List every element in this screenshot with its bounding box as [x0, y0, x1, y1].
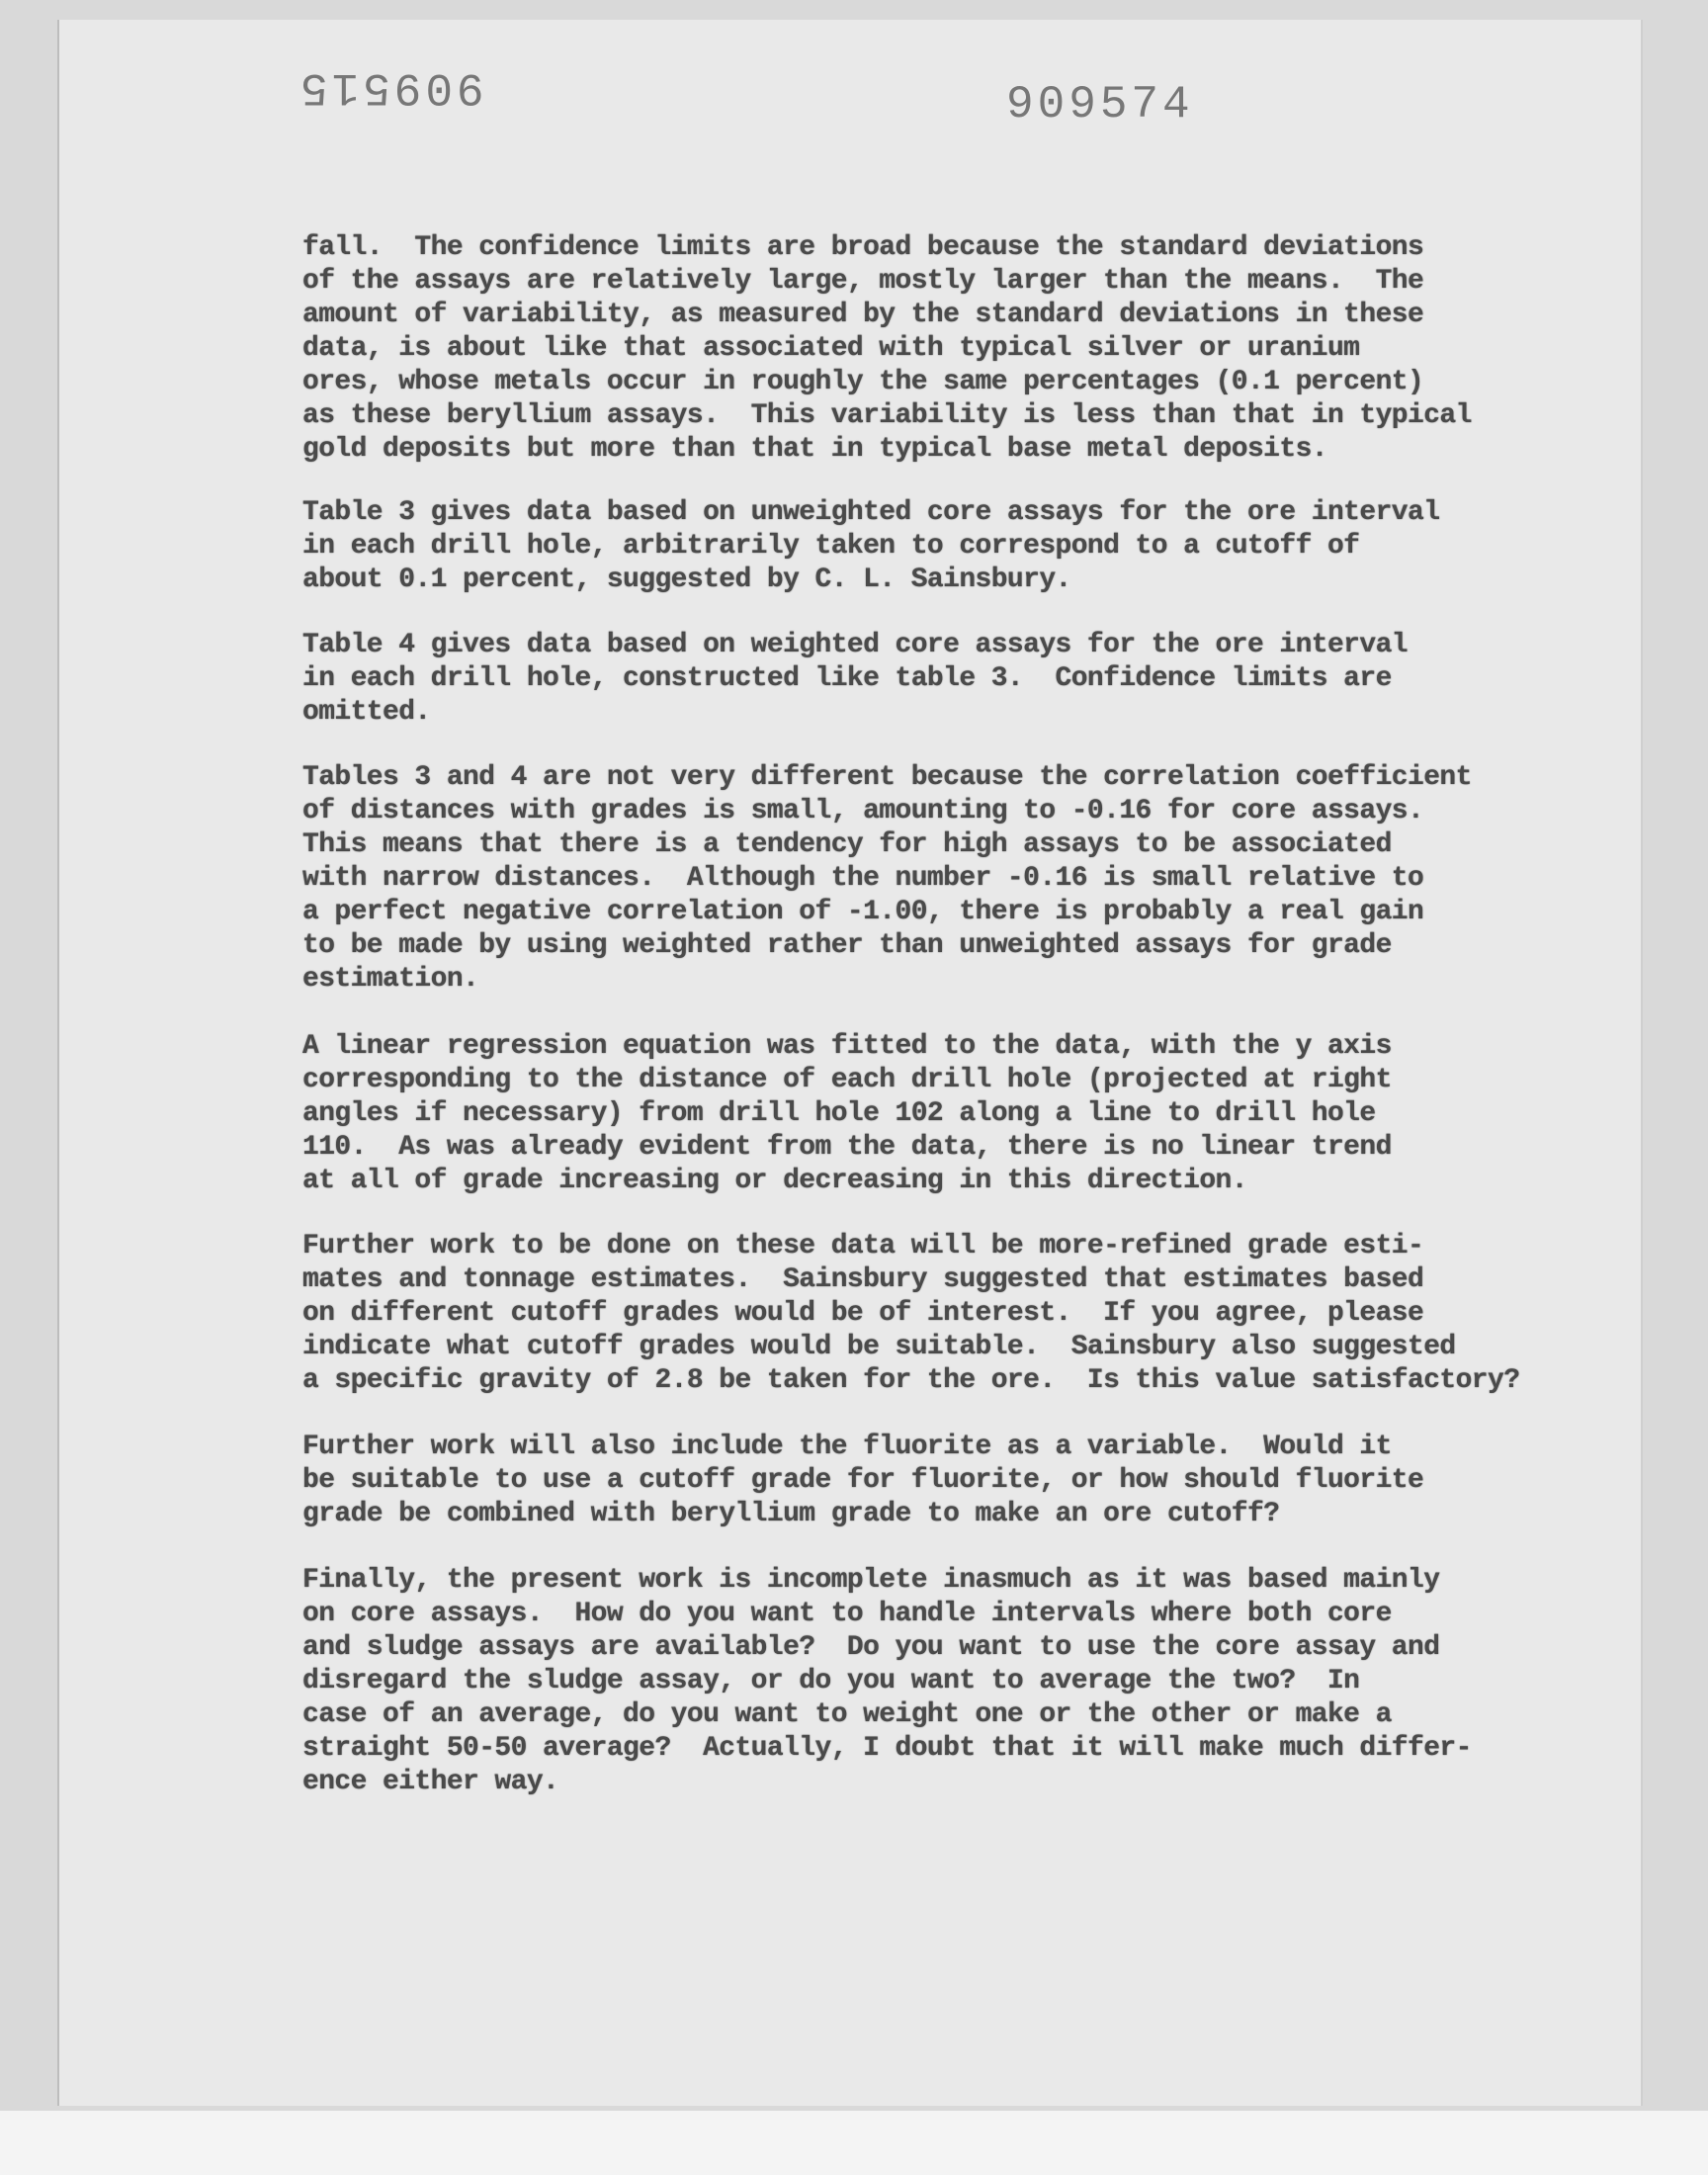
- text-line: and sludge assays are available? Do you want to use the core assay and: [302, 1632, 1440, 1663]
- text-line: ores, whose metals occur in roughly the same percentages (0.1 percent): [302, 367, 1424, 397]
- paragraph: [302, 629, 1408, 730]
- text-line: about 0.1 percent, suggested by C. L. Sainsbury.: [302, 565, 1071, 595]
- text-line: indicate what cutoff grades would be suitable. Sainsbury also suggested: [302, 1332, 1456, 1362]
- paragraph: [302, 761, 1472, 997]
- paragraph: [302, 1564, 1472, 1799]
- text-line: mates and tonnage estimates. Sainsbury suggested that estimates based: [302, 1264, 1424, 1295]
- text-line: Further work will also include the fluorite as a variable. Would it: [302, 1432, 1392, 1462]
- text-line: Finally, the present work is incomplete inasmuch as it was based mainly: [302, 1565, 1440, 1596]
- mirrored-stamp-number: 909515: [297, 61, 484, 113]
- text-line: corresponding to the distance of each drill hole (projected at right: [302, 1065, 1392, 1095]
- page-stamp-number: 909574: [1006, 79, 1194, 130]
- paragraph: [302, 1030, 1392, 1198]
- text-line: Tables 3 and 4 are not very different because the correlation coefficient: [302, 762, 1472, 793]
- text-line: a perfect negative correlation of -1.00, there is probably a real gain: [302, 897, 1424, 927]
- text-line: angles if necessary) from drill hole 102 along a line to drill hole: [302, 1098, 1376, 1129]
- text-line: estimation.: [302, 964, 479, 995]
- paragraph: [302, 496, 1439, 597]
- text-line: in each drill hole, arbitrarily taken to correspond to a cutoff of: [302, 531, 1360, 562]
- text-line: This means that there is a tendency for high assays to be associated: [302, 829, 1392, 860]
- text-line: with narrow distances. Although the number -0.16 is small relative to: [302, 863, 1424, 894]
- text-line: fall. The confidence limits are broad because the standard deviations: [302, 232, 1424, 263]
- text-line: on core assays. How do you want to handle intervals where both core: [302, 1599, 1392, 1629]
- text-line: of the assays are relatively large, mostly larger than the means. The: [302, 266, 1424, 297]
- text-line: disregard the sludge assay, or do you want to average the two? In: [302, 1666, 1360, 1696]
- text-line: at all of grade increasing or decreasing in this direction.: [302, 1166, 1247, 1196]
- text-line: be suitable to use a cutoff grade for fluorite, or how should fluorite: [302, 1465, 1424, 1496]
- text-line: omitted.: [302, 697, 431, 728]
- text-line: in each drill hole, constructed like table 3. Confidence limits are: [302, 663, 1392, 694]
- text-line: 110. As was already evident from the data, there is no linear trend: [302, 1132, 1392, 1163]
- paragraph: [302, 1431, 1423, 1531]
- text-line: as these beryllium assays. This variability is less than that in typical: [302, 400, 1472, 431]
- text-line: gold deposits but more than that in typical base metal deposits.: [302, 434, 1327, 465]
- text-line: case of an average, do you want to weight one or the other or make a: [302, 1699, 1392, 1730]
- text-line: Further work to be done on these data will be more-refined grade esti-: [302, 1231, 1424, 1262]
- paragraph: [302, 1230, 1519, 1398]
- paragraph: [302, 231, 1472, 467]
- text-line: straight 50-50 average? Actually, I doubt that it will make much differ-: [302, 1733, 1472, 1764]
- text-line: on different cutoff grades would be of interest. If you agree, please: [302, 1298, 1424, 1329]
- text-line: Table 3 gives data based on unweighted core assays for the ore interval: [302, 497, 1440, 528]
- text-line: to be made by using weighted rather than unweighted assays for grade: [302, 930, 1392, 961]
- text-line: Table 4 gives data based on weighted core assays for the ore interval: [302, 630, 1408, 660]
- text-line: grade be combined with beryllium grade to make an ore cutoff?: [302, 1499, 1280, 1529]
- text-line: ence either way.: [302, 1767, 559, 1797]
- text-line: amount of variability, as measured by the standard deviations in these: [302, 300, 1424, 330]
- scan-margin: [0, 2111, 1708, 2175]
- text-line: data, is about like that associated with typical silver or uranium: [302, 333, 1360, 364]
- text-line: a specific gravity of 2.8 be taken for the ore. Is this value satisfactory?: [302, 1365, 1520, 1396]
- text-line: of distances with grades is small, amounting to -0.16 for core assays.: [302, 796, 1424, 826]
- text-line: A linear regression equation was fitted to the data, with the y axis: [302, 1031, 1392, 1062]
